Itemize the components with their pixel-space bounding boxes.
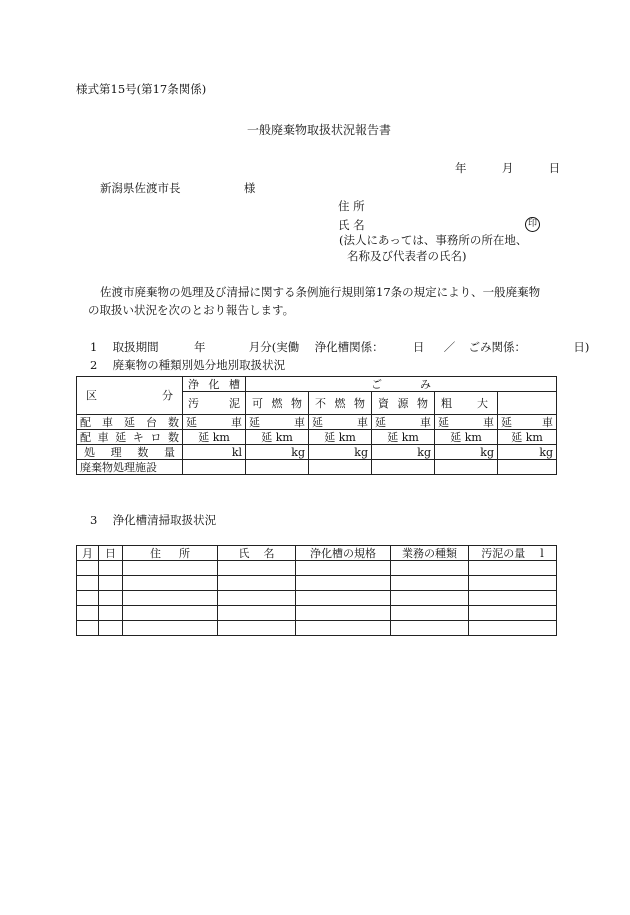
section3-line <box>90 515 216 527</box>
header-char: 燃 <box>334 396 346 410</box>
odei-header <box>183 392 246 415</box>
address-header <box>123 546 218 561</box>
cell <box>435 415 498 430</box>
section1-slash: ／ <box>443 340 456 354</box>
table-row <box>77 430 557 445</box>
month-header: 月 <box>77 546 99 561</box>
cell: 延 km <box>309 430 372 445</box>
header-char: 燃 <box>271 396 283 410</box>
cell-text: 延 <box>312 415 323 429</box>
table-row <box>77 460 557 475</box>
form-number: 様式第15号(第17条関係) <box>76 82 207 96</box>
label-char: 車 <box>97 430 109 444</box>
table-row <box>77 445 557 460</box>
row-label <box>77 445 183 460</box>
date-line <box>455 163 560 175</box>
cell: kg <box>246 445 309 460</box>
header-char: 氏 <box>238 546 250 560</box>
cell: 延 km <box>435 430 498 445</box>
sludge-header <box>469 546 557 561</box>
cell <box>372 460 435 475</box>
section2-label: 廃棄物の種類別処分地別取扱状況 <box>112 358 286 372</box>
bulky-header <box>435 392 498 415</box>
header-char: 粗 <box>441 396 452 410</box>
table-row <box>77 621 557 636</box>
table-row <box>77 561 557 576</box>
table-header-row <box>77 546 557 561</box>
gomi-char: み <box>420 377 432 391</box>
label-char: キ <box>132 430 144 444</box>
label-char: 配 <box>80 415 91 429</box>
label-char: 台 <box>146 415 157 429</box>
addressee <box>100 183 255 195</box>
section1-gomi: ごみ関係： <box>468 340 527 354</box>
kubun-header <box>77 377 183 415</box>
label-char: 理 <box>110 445 122 459</box>
cell-text: 延 <box>186 415 197 429</box>
sludge-label: 汚泥の量 <box>481 546 526 560</box>
label-char: 車 <box>102 415 113 429</box>
section3-number: 3 <box>90 513 98 527</box>
noncombustible-header <box>309 392 372 415</box>
section1-day1: 日 <box>412 340 425 354</box>
cell-text: 車 <box>483 415 494 429</box>
date-month: 月 <box>501 161 514 175</box>
cell: kg <box>498 445 557 460</box>
label-char: 数 <box>137 445 149 459</box>
addressee-honorific: 様 <box>243 181 256 195</box>
cell: 延 km <box>498 430 557 445</box>
cell-text: 車 <box>294 415 305 429</box>
cell: 延 km <box>183 430 246 445</box>
cell <box>309 460 372 475</box>
cell: kl <box>183 445 246 460</box>
sludge-unit: l <box>540 546 544 560</box>
cell-text: 延 <box>501 415 512 429</box>
seal-mark: 印 <box>525 217 540 232</box>
cell-text: 車 <box>542 415 554 429</box>
cell <box>183 460 246 475</box>
cell-text: 車 <box>231 415 242 429</box>
cell <box>246 460 309 475</box>
header-char: 物 <box>354 396 365 410</box>
gomi-char: ご <box>371 377 383 391</box>
header-char: 源 <box>397 396 409 410</box>
body-line1: 佐渡市廃棄物の処理及び清掃に関する条例施行規則第17条の規定により、一般廃棄物 <box>100 285 541 299</box>
date-year: 年 <box>455 161 467 175</box>
name-label: 氏 名 <box>338 218 365 232</box>
cell <box>183 415 246 430</box>
cell: 延 km <box>372 430 435 445</box>
recyclable-header <box>372 392 435 415</box>
corporate-note-line2: 名称及び代表者の氏名) <box>347 249 467 263</box>
body-line2: の取扱い状況を次のとおり報告します。 <box>88 303 295 317</box>
header-char: 住 <box>150 546 161 560</box>
cell <box>498 415 557 430</box>
day-header: 日 <box>99 546 123 561</box>
section2-line <box>90 360 285 372</box>
label-char: 配 <box>80 430 91 444</box>
header-char: 所 <box>179 546 190 560</box>
septic-cleaning-table <box>76 545 557 636</box>
kubun-char: 区 <box>86 389 97 402</box>
table-row <box>77 415 557 430</box>
section2-number: 2 <box>90 358 98 372</box>
cell <box>435 460 498 475</box>
johkaso-header <box>183 377 246 392</box>
gomi-header <box>246 377 557 392</box>
addressee-name: 新潟県佐渡市長 <box>100 181 181 195</box>
cell-text: 車 <box>357 415 368 429</box>
section1-day2: 日) <box>573 340 590 354</box>
row-label <box>77 415 183 430</box>
header-char: 可 <box>252 396 263 410</box>
johkaso-char: 浄 <box>188 377 199 391</box>
row-label: 廃棄物処理施設 <box>77 460 183 475</box>
corporate-note-line1: (法人にあっては、事務所の所在地、 <box>339 233 528 247</box>
header-char: 物 <box>417 396 428 410</box>
kubun-char: 分 <box>162 389 173 402</box>
cell-text: 延 <box>375 415 386 429</box>
johkaso-char: 化 <box>208 377 220 391</box>
odei-char: 泥 <box>229 396 240 410</box>
table-row <box>77 576 557 591</box>
cell-text: 車 <box>420 415 431 429</box>
cell: 延 km <box>246 430 309 445</box>
page-title: 一般廃棄物取扱状況報告書 <box>247 123 392 137</box>
section1-line <box>90 342 589 354</box>
section1-year: 年 <box>193 340 206 354</box>
label-char: 延 <box>115 430 127 444</box>
label-char: ロ <box>150 430 162 444</box>
section3-label: 浄化槽清掃取扱状況 <box>112 513 217 527</box>
header-char: 不 <box>315 396 326 410</box>
cell-text: 延 <box>438 415 449 429</box>
johkaso-char: 槽 <box>229 377 240 391</box>
section1-label: 取扱期間 <box>112 340 159 354</box>
combustible-header <box>246 392 309 415</box>
cell <box>498 460 557 475</box>
odei-char: 汚 <box>188 396 199 410</box>
cell <box>246 415 309 430</box>
date-day: 日 <box>548 161 561 175</box>
cell <box>309 415 372 430</box>
business-header: 業務の種類 <box>391 546 469 561</box>
header-char: 大 <box>477 396 488 410</box>
label-char: 数 <box>168 415 179 429</box>
section1-month: 月分(実働 <box>248 340 300 354</box>
label-char: 延 <box>124 415 135 429</box>
address-label: 住 所 <box>338 199 365 213</box>
spec-header: 浄化槽の規格 <box>296 546 391 561</box>
blank-header <box>498 392 557 415</box>
section1-number: 1 <box>90 340 98 354</box>
name-header <box>218 546 296 561</box>
label-char: 数 <box>167 430 179 444</box>
header-char: 資 <box>378 396 389 410</box>
cell <box>372 415 435 430</box>
label-char: 量 <box>163 445 175 459</box>
section1-johkaso: 浄化槽関係： <box>314 340 384 354</box>
label-char: 処 <box>84 445 95 459</box>
cell: kg <box>372 445 435 460</box>
table-row <box>77 606 557 621</box>
cell-text: 延 <box>249 415 260 429</box>
row-label <box>77 430 183 445</box>
header-char: 名 <box>263 546 275 560</box>
table-row <box>77 591 557 606</box>
cell: kg <box>435 445 498 460</box>
waste-handling-table <box>76 376 557 475</box>
cell: kg <box>309 445 372 460</box>
header-char: 物 <box>291 396 302 410</box>
